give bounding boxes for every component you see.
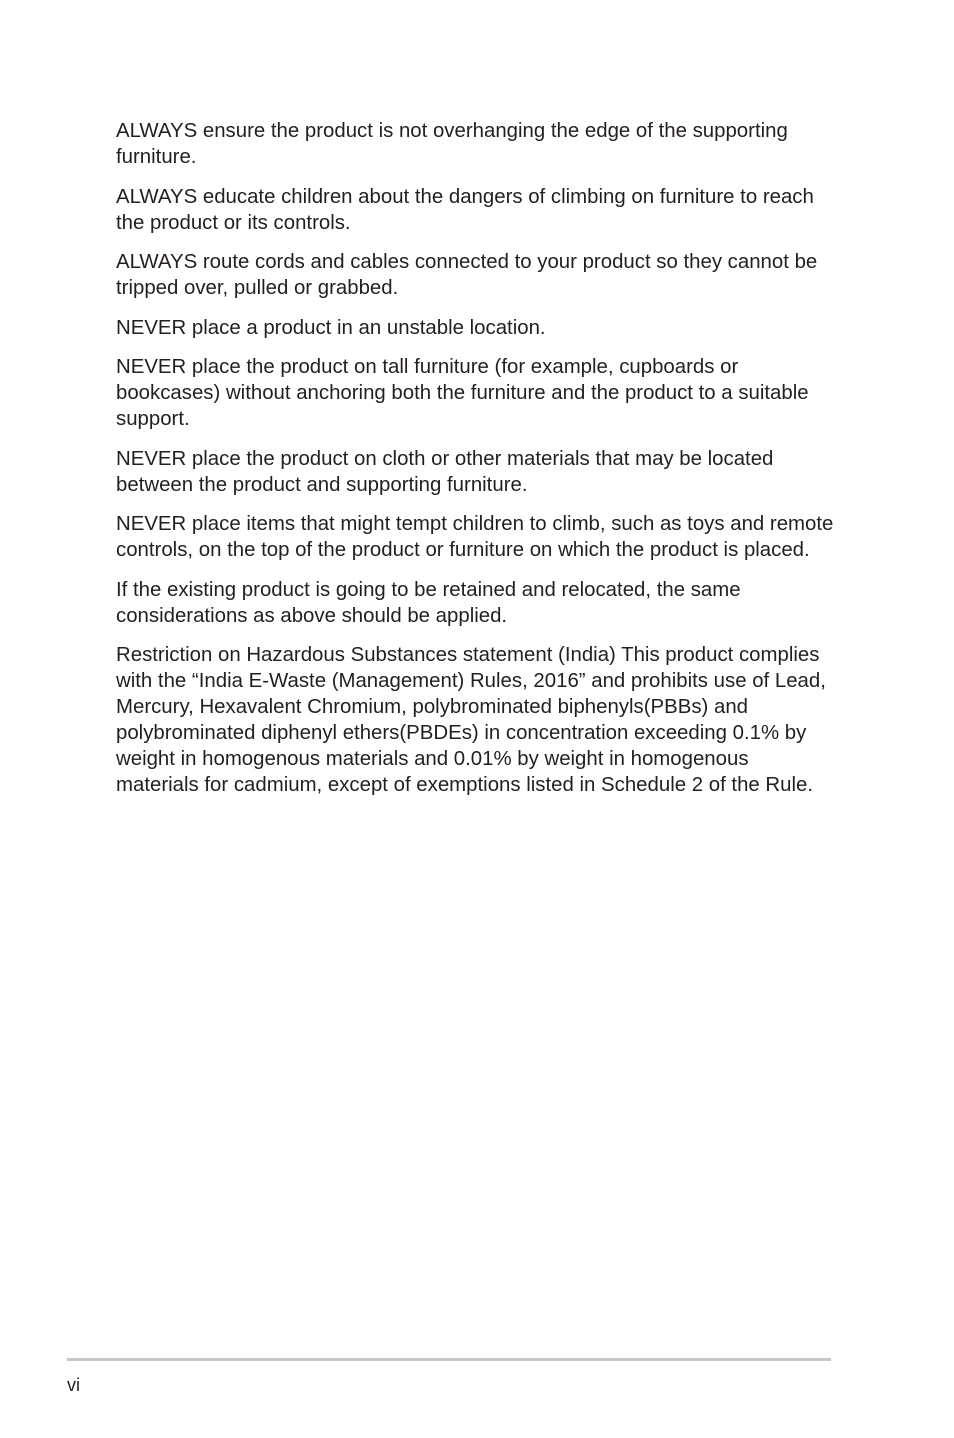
paragraph-relocation: If the existing product is going to be retained and relocated, the same considerations as above should be applied.: [116, 578, 741, 627]
paragraph-educate-children: ALWAYS educate children about the dangers of climbing on furniture to reach the product or its controls.: [116, 185, 814, 234]
paragraph-rohs-india: Restriction on Hazardous Substances statement (India) This product complies with the “India E-Waste (Management) Rules, 2016” and prohibits use of Lead, Mercury, Hexavalent Chromium, polybrominated biphenyls(PBBs) and polybrominated diphenyl ethers(PBDEs) in concentration exceeding 0.1% by weight in homogenous materials and 0.01% by weight in homogenous materials for cadmium, except of exemptions listed in Schedule 2 of the Rule.: [116, 644, 826, 796]
footer-divider: [67, 1358, 831, 1361]
paragraph-overhang: ALWAYS ensure the product is not overhanging the edge of the supporting furniture.: [116, 120, 788, 168]
paragraph-route-cords: ALWAYS route cords and cables connected to your product so they cannot be tripped over, pulled or grabbed.: [116, 251, 818, 299]
page-number: vi: [67, 1375, 80, 1395]
paragraph-tall-furniture: NEVER place the product on tall furniture (for example, cupboards or bookcases) without anchoring both the furniture and the product to a suitable support.: [116, 356, 809, 430]
document-body: [116, 118, 836, 812]
paragraph-cloth-materials: NEVER place the product on cloth or other materials that may be located between the product and supporting furniture.: [116, 447, 774, 496]
paragraph-unstable-location: NEVER place a product in an unstable location.: [116, 316, 546, 339]
paragraph-tempt-children: NEVER place items that might tempt children to climb, such as toys and remote controls, on the top of the product or furniture on which the product is placed.: [116, 513, 834, 561]
